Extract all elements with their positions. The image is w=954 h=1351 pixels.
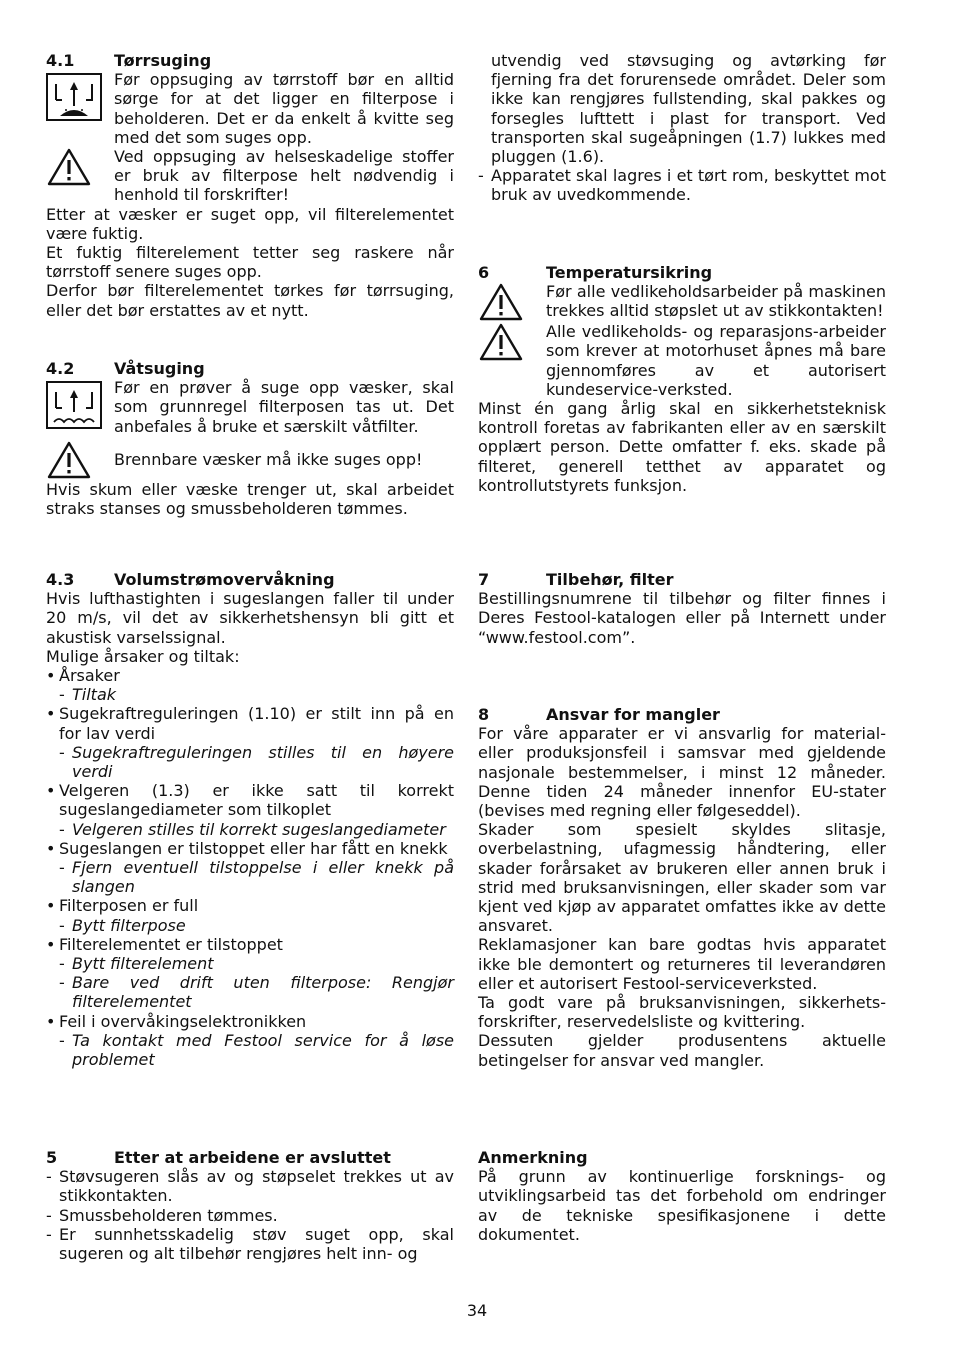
warning-text: Alle vedlikeholds- og reparasjons-arbeider som krever at motorhuset åpnes må bare gjennomføres av et autorisert kundeservice-verksted. (546, 322, 886, 399)
warning-text: Før alle vedlikeholdsarbeider på maskinen trekkes alltid støpslet ut av stikkontakten! (546, 282, 886, 321)
wet-suction-row (46, 378, 454, 436)
warning-text: Ved oppsuging av helseskadelige stoffer er bruk av filterpose helt nødvendig i henhold til forskrifter! (114, 147, 454, 205)
list-subitem: - Sugekraftreguleringen stilles til en høyere verdi (59, 742, 454, 782)
list-item: • Filterposen er full (46, 896, 199, 916)
section-heading (46, 359, 454, 378)
page-number: 34 (466, 1301, 488, 1320)
section-4-3 (46, 570, 454, 1069)
section-heading (478, 570, 886, 589)
section-title: Tilbehør, filter (546, 570, 674, 589)
section-7 (478, 570, 886, 647)
list-subitem: - Velgeren stilles til korrekt sugeslangediameter (59, 819, 446, 839)
list-subitem: - Fjern eventuell tilstoppelse i eller knekk på slangen (59, 858, 454, 897)
paragraph: utvendig ved støvsuging og avtørking før fjerning fra det forurensede området. Deler som ikke kan rengjøres fullstending, skal pakkes og forsegles lufttett i plast for transport. Ved transporten skal sugeåpningen (1.7) lukkes med pluggen (1.6). (491, 51, 886, 167)
dry-suction-icon (46, 70, 114, 147)
section-number: 5 (46, 1148, 58, 1167)
warning-row (46, 147, 454, 205)
section-8 (478, 705, 886, 1070)
wet-suction-icon (46, 378, 114, 436)
section-title: Etter at arbeidene er avsluttet (114, 1148, 391, 1167)
warning-row (478, 282, 886, 322)
paragraph: For våre apparater er vi ansvarlig for material-eller produksjonsfeil i samsvar med gjeldende nasjonale bestemmelser, i minst 12 måneder. Denne tiden 24 måneder innenfor EU-stater (bevises med regning eller følgeseddel). (478, 724, 886, 821)
list-item: - Er sunnhetsskadelig støv suget opp, skal sugeren og alt tilbehør rengjøres helt inn- og (46, 1224, 454, 1264)
list-item: • Årsaker (46, 666, 120, 686)
warning-icon (46, 147, 114, 205)
paragraph: Dessuten gjelder produsentens aktuelle betingelser for ansvar ved mangler. (478, 1031, 886, 1070)
section-heading (46, 51, 454, 70)
section-6 (478, 263, 886, 495)
section-5 (46, 1148, 454, 1263)
list-item: • Feil i overvåkingselektronikken (46, 1011, 307, 1031)
paragraph: Reklamasjoner kan bare godtas hvis apparatet ikke ble demontert og returneres til leverandøren eller et autorisert Festool-serviceverksted. (478, 935, 886, 993)
section-5-continued (478, 51, 886, 205)
list-subitem: - Bare ved drift uten filterpose: Rengjør filterelementet (59, 973, 454, 1012)
section-number: 4.1 (46, 51, 75, 70)
paragraph: Hvis skum eller væske trenger ut, skal arbeidet straks stanses og smussbeholderen tømmes. (46, 479, 454, 519)
list-subitem: - Tiltak (59, 685, 117, 705)
list-subitem: - Ta kontakt med Festool service for å løse problemet (59, 1030, 454, 1070)
section-number: 7 (478, 570, 490, 589)
section-title: Tørrsuging (114, 51, 212, 70)
warning-icon (478, 282, 546, 322)
paragraph: Bestillingsnumrene til tilbehør og filter finnes i Deres Festool-katalogen eller på Internett under “www.festool.com”. (478, 589, 886, 647)
list-item: • Sugekraftreguleringen (1.10) er stilt inn på en for lav verdi (46, 704, 454, 743)
section-number: 4.2 (46, 359, 75, 378)
paragraph: Mulige årsaker og tiltak: (46, 646, 240, 666)
section-title: Volumstrømovervåkning (114, 570, 335, 589)
section-heading (46, 1148, 454, 1167)
section-4-1 (46, 51, 454, 320)
section-number: 8 (478, 705, 490, 724)
list-subitem: - Bytt filterpose (59, 915, 186, 935)
paragraph: Ta godt vare på bruksanvisningen, sikkerhets-forskrifter, reservedelsliste og kvittering. (478, 993, 886, 1032)
section-4-2 (46, 359, 454, 518)
paragraph: Etter at væsker er suget opp, vil filterelementet være fuktig. (46, 204, 454, 243)
paragraph: Minst én gang årlig skal en sikkerhetsteknisk kontroll foretas av fabrikanten eller av en særskilt opplært person. Dette omfatter f. eks. skade på filteret, generell tetthet av apparatet og kontrollutstyrets funksjon. (478, 399, 886, 495)
list-item: • Filterelementet er tilstoppet (46, 934, 283, 954)
section-heading (478, 263, 886, 282)
warning-text: Brennbare væsker må ikke suges opp! (114, 449, 423, 469)
warning-row (46, 440, 454, 480)
list-item: • Velgeren (1.3) er ikke satt til korrekt sugeslangediameter som tilkoplet (46, 781, 454, 820)
section-number: 6 (478, 263, 490, 282)
note-section (478, 1148, 886, 1244)
section-title: Anmerkning (478, 1148, 588, 1167)
warning-icon (478, 322, 546, 399)
paragraph: På grunn av kontinuerlige forsknings- og utviklingsarbeid tas det forbehold om endringer av de tekniske spesifikasjonene i dette dokumentet. (478, 1167, 886, 1244)
warning-icon (46, 440, 114, 480)
dry-suction-row (46, 70, 454, 147)
paragraph: Skader som spesielt skyldes slitasje, overbelastning, ufagmessig håndtering, eller skader forårsaket av brukeren eller annen bruk i strid med bruksanvisningen, eller skader som var kjent ved kjøp av apparatet omfattes ikke av dette ansvaret. (478, 820, 886, 936)
section-heading (478, 1148, 886, 1167)
list-item: • Sugeslangen er tilstoppet eller har fått en knekk (46, 838, 448, 858)
section-title: Våtsuging (114, 359, 205, 378)
paragraph: Før oppsuging av tørrstoff bør en alltid sørge for at det ligger en filterpose i beholderen. Det er da enkelt å kvitte seg med det som suges opp. (114, 70, 454, 147)
paragraph: Et fuktig filterelement tetter seg raskere når tørrstoff senere suges opp. (46, 243, 454, 282)
section-heading (46, 570, 454, 589)
section-number: 4.3 (46, 570, 75, 589)
list-item: - Apparatet skal lagres i et tørt rom, beskyttet mot bruk av uvedkommende. (478, 166, 886, 205)
paragraph: Hvis lufthastighten i sugeslangen faller til under 20 m/s, vil det av sikkerhetshensyn bli gitt et akustisk varselssignal. (46, 589, 454, 647)
paragraph: Før en prøver å suge opp væsker, skal som grunnregel filterposen tas ut. Det anbefales å bruke et særskilt våtfilter. (114, 378, 454, 436)
section-title: Ansvar for mangler (546, 705, 720, 724)
list-item: - Smussbeholderen tømmes. (46, 1205, 278, 1225)
warning-row (478, 322, 886, 399)
section-title: Temperatursikring (546, 263, 713, 282)
section-heading (478, 705, 886, 724)
list-item: - Støvsugeren slås av og støpselet trekkes ut av stikkontakten. (46, 1167, 454, 1206)
paragraph: Derfor bør filterelementet tørkes før tørrsuging, eller det bør erstattes av et nytt. (46, 281, 454, 320)
list-subitem: - Bytt filterelement (59, 954, 214, 974)
